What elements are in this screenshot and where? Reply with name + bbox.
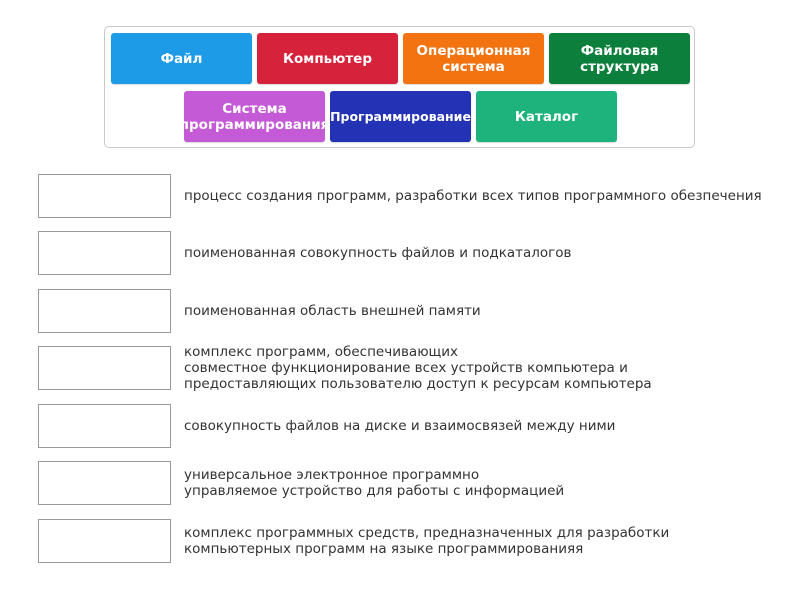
definition-text: комплекс программных средств, предназначенных для разработки компьютерных программ на языке программированияя — [184, 525, 670, 557]
drop-box[interactable] — [38, 461, 171, 505]
match-row — [38, 346, 778, 390]
drop-box[interactable] — [38, 289, 171, 333]
definition-text: совокупность файлов на диске и взаимосвязей между ними — [184, 418, 616, 434]
tile-programming[interactable]: Программирование — [330, 91, 471, 142]
match-row — [38, 231, 778, 275]
match-row — [38, 404, 778, 448]
definition-text: комплекс программ, обеспечивающих совместное функционирование всех устройств компьютера и предоставляющих пользователю доступ к ресурсам компьютера — [184, 344, 652, 392]
definition-text: поименованная область внешней памяти — [184, 303, 481, 319]
match-row — [38, 461, 778, 505]
tile-operating-system[interactable]: Операционная система — [403, 33, 544, 84]
match-row — [38, 174, 778, 218]
drop-box[interactable] — [38, 231, 171, 275]
tile-file[interactable]: Файл — [111, 33, 252, 84]
match-row — [38, 519, 778, 563]
definition-text: процесс создания программ, разработки всех типов программного обезпечения — [184, 188, 762, 204]
tile-catalog[interactable]: Каталог — [476, 91, 617, 142]
tile-computer[interactable]: Компьютер — [257, 33, 398, 84]
definition-text: поименованная совокупность файлов и подкаталогов — [184, 245, 572, 261]
drop-box[interactable] — [38, 174, 171, 218]
tile-programming-system[interactable]: Система программирования — [184, 91, 325, 142]
tile-file-structure[interactable]: Файловая структура — [549, 33, 690, 84]
definition-text: универсальное электронное программно управляемое устройство для работы с информацией — [184, 467, 565, 499]
drop-box[interactable] — [38, 404, 171, 448]
drop-box[interactable] — [38, 519, 171, 563]
match-row — [38, 289, 778, 333]
drop-box[interactable] — [38, 346, 171, 390]
